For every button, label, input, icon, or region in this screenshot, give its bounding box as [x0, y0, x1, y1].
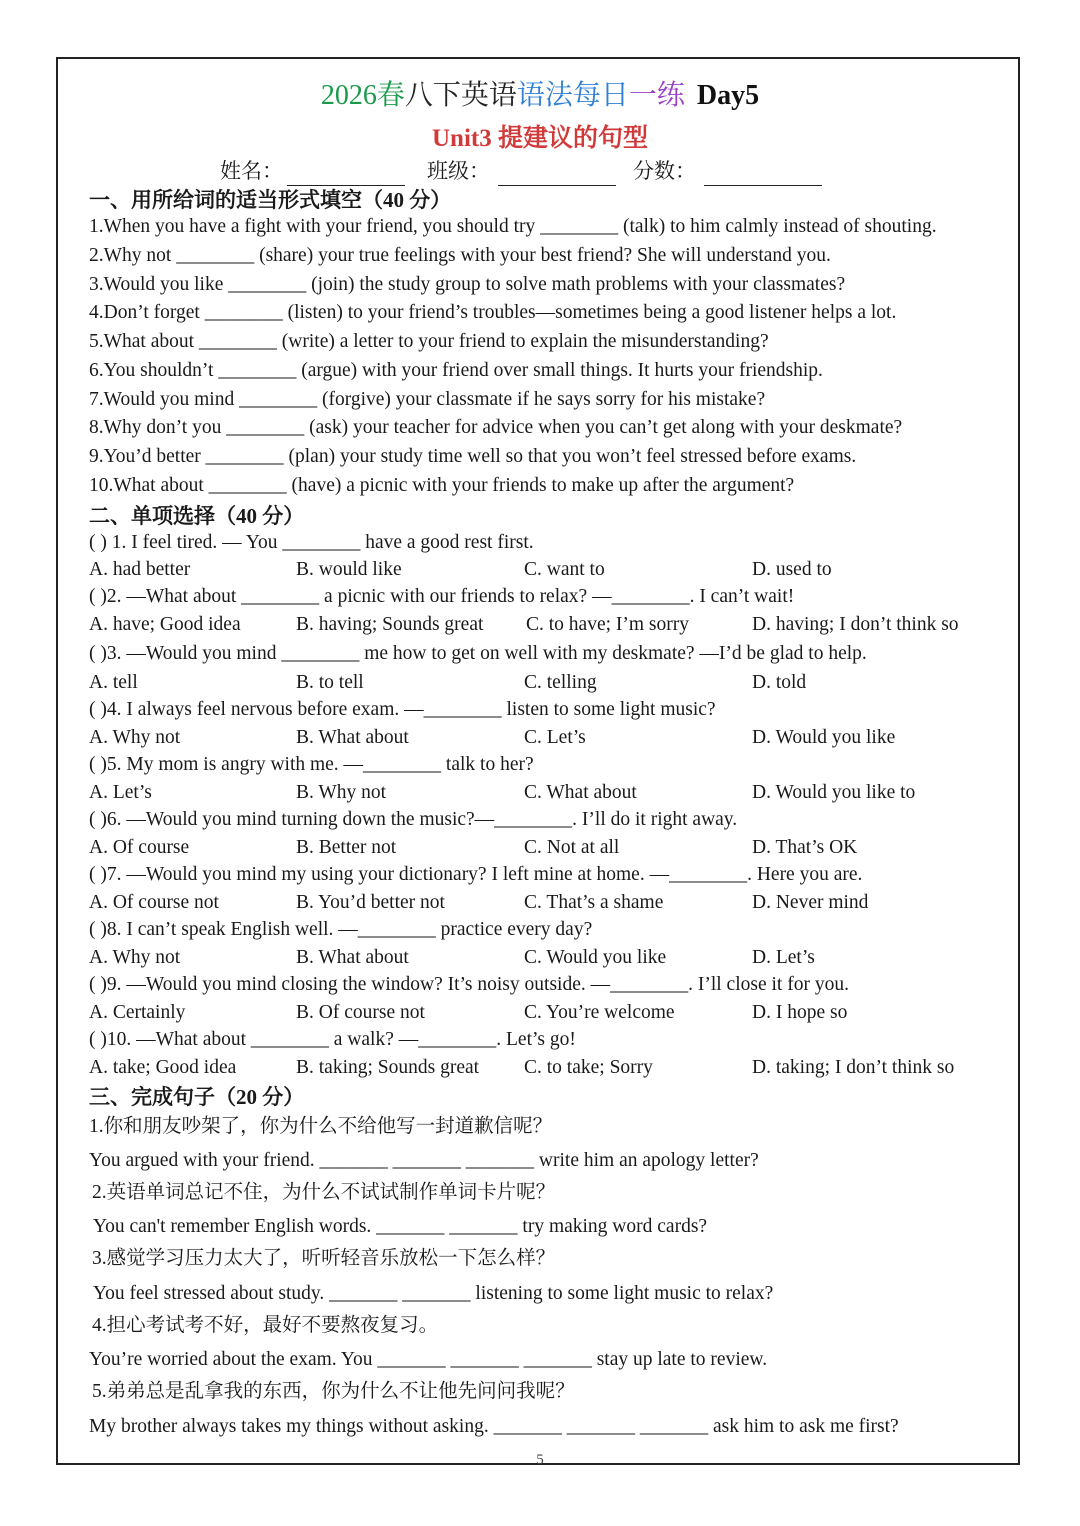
mc-option-3b[interactable]: B. to tell [296, 672, 364, 693]
title-day: Day5 [696, 80, 760, 111]
mc-option-9a[interactable]: A. Certainly [89, 1002, 186, 1023]
mc-option-10b[interactable]: B. taking; Sounds great [296, 1057, 480, 1078]
mc-option-7d[interactable]: D. Never mind [752, 892, 869, 913]
fill-item-7: 7.Would you mind ________ (forgive) your classmate if he says sorry for his mistake? [89, 389, 766, 410]
mc-option-6c[interactable]: C. Not at all [524, 837, 620, 858]
translate-en-2: You can't remember English words. _______ _______ try making word cards? [93, 1216, 708, 1237]
translate-cn-3: 3.感觉学习压力太大了，听听轻音乐放松一下怎么样？ [92, 1248, 556, 1269]
mc-option-2c[interactable]: C. to have; I’m sorry [526, 614, 690, 635]
mc-option-9c[interactable]: C. You’re welcome [524, 1002, 675, 1023]
translate-en-3: You feel stressed about study. _______ _______ listening to some light music to relax? [93, 1283, 774, 1304]
mc-option-7a[interactable]: A. Of course not [89, 892, 219, 913]
translate-cn-1: 1.你和朋友吵架了，你为什么不给他写一封道歉信呢？ [89, 1116, 553, 1137]
mc-question-1: ( ) 1. I feel tired. — You ________ have a good rest first. [89, 532, 534, 553]
mc-option-6a[interactable]: A. Of course [89, 837, 190, 858]
mc-option-1c[interactable]: C. want to [524, 559, 605, 580]
mc-option-7c[interactable]: C. That’s a shame [524, 892, 664, 913]
mc-option-5c[interactable]: C. What about [524, 782, 637, 803]
mc-option-2a[interactable]: A. have; Good idea [89, 614, 241, 635]
fill-item-4: 4.Don’t forget ________ (listen) to your friend’s troubles—sometimes being a good listener helps a lot. [89, 302, 897, 323]
class-field[interactable] [427, 156, 616, 186]
mc-question-2: ( )2. —What about ________ a picnic with our friends to relax? —________. I can’t wait! [89, 586, 795, 607]
mc-option-5d[interactable]: D. Would you like to [752, 782, 916, 803]
mc-option-4a[interactable]: A. Why not [89, 727, 181, 748]
page-number: 5 [536, 1452, 544, 1468]
mc-option-3a[interactable]: A. tell [89, 672, 138, 693]
mc-option-9d[interactable]: D. I hope so [752, 1002, 848, 1023]
fill-item-10: 10.What about ________ (have) a picnic with your friends to make up after the argument? [89, 475, 795, 496]
mc-question-10: ( )10. —What about ________ a walk? —________. Let’s go! [89, 1029, 576, 1050]
translate-en-1: You argued with your friend. _______ _______ _______ write him an apology letter? [89, 1150, 759, 1171]
mc-option-10a[interactable]: A. take; Good idea [89, 1057, 237, 1078]
title-part-year: 2026春 [320, 80, 405, 111]
mc-option-10d[interactable]: D. taking; I don’t think so [752, 1057, 955, 1078]
translate-cn-4: 4.担心考试考不好，最好不要熬夜复习。 [92, 1315, 439, 1336]
translate-en-4: You’re worried about the exam. You _______ _______ _______ stay up late to review. [89, 1349, 768, 1370]
fill-item-2: 2.Why not ________ (share) your true feelings with your best friend? She will understand you. [89, 245, 831, 266]
translate-cn-2: 2.英语单词总记不住，为什么不试试制作单词卡片呢？ [92, 1182, 556, 1203]
mc-option-1a[interactable]: A. had better [89, 559, 191, 580]
translate-en-5: My brother always takes my things without asking. _______ _______ _______ ask him to ask me first? [89, 1416, 899, 1437]
fill-item-6: 6.You shouldn’t ________ (argue) with your friend over small things. It hurts your friendship. [89, 360, 823, 381]
mc-option-4d[interactable]: D. Would you like [752, 727, 896, 748]
mc-option-10c[interactable]: C. to take; Sorry [524, 1057, 653, 1078]
mc-option-2d[interactable]: D. having; I don’t think so [752, 614, 959, 635]
mc-option-7b[interactable]: B. You’d better not [296, 892, 445, 913]
mc-option-8c[interactable]: C. Would you like [524, 947, 667, 968]
mc-option-8d[interactable]: D. Let’s [752, 947, 815, 968]
title-part-grade: 八下英语 [404, 80, 517, 111]
mc-option-5b[interactable]: B. Why not [296, 782, 387, 803]
section2-heading: 二、单项选择（40 分） [89, 504, 305, 528]
name-field[interactable] [220, 156, 405, 186]
mc-option-1d[interactable]: D. used to [752, 559, 832, 580]
mc-option-8a[interactable]: A. Why not [89, 947, 181, 968]
section3-heading: 三、完成句子（20 分） [89, 1085, 305, 1109]
unit-title: Unit3 提建议的句型 [432, 125, 648, 152]
mc-question-8: ( )8. I can’t speak English well. —________ practice every day? [89, 919, 593, 940]
fill-item-3: 3.Would you like ________ (join) the study group to solve math problems with your classmates? [89, 274, 846, 295]
fill-item-9: 9.You’d better ________ (plan) your study time well so that you won’t feel stressed before exams. [89, 446, 857, 467]
mc-option-3c[interactable]: C. telling [524, 672, 597, 693]
mc-question-3: ( )3. —Would you mind ________ me how to get on well with my deskmate? —I’d be glad to help. [89, 643, 867, 664]
name-label: 姓名： [220, 159, 283, 183]
mc-option-4c[interactable]: C. Let’s [524, 727, 586, 748]
score-label: 分数： [633, 159, 696, 183]
mc-question-6: ( )6. —Would you mind turning down the music?—________. I’ll do it right away. [89, 809, 738, 830]
title-part-practice: 一练 [628, 80, 685, 111]
mc-option-6d[interactable]: D. That’s OK [752, 837, 858, 858]
mc-option-2b[interactable]: B. having; Sounds great [296, 614, 484, 635]
fill-item-8: 8.Why don’t you ________ (ask) your teacher for advice when you can’t get along with your deskmate? [89, 417, 903, 438]
mc-option-9b[interactable]: B. Of course not [296, 1002, 425, 1023]
mc-option-1b[interactable]: B. would like [296, 559, 402, 580]
section1-heading: 一、用所给词的适当形式填空（40 分） [89, 188, 452, 212]
class-label: 班级： [427, 159, 490, 183]
mc-option-5a[interactable]: A. Let’s [89, 782, 152, 803]
mc-question-4: ( )4. I always feel nervous before exam. —________ listen to some light music? [89, 699, 716, 720]
fill-item-5: 5.What about ________ (write) a letter to your friend to explain the misunderstanding? [89, 331, 769, 352]
title-part-grammar: 语法每日 [516, 80, 629, 111]
translate-cn-5: 5.弟弟总是乱拿我的东西，你为什么不让他先问问我呢？ [92, 1381, 575, 1402]
mc-option-8b[interactable]: B. What about [296, 947, 409, 968]
mc-option-3d[interactable]: D. told [752, 672, 807, 693]
mc-question-7: ( )7. —Would you mind my using your dictionary? I left mine at home. —________. Here you are. [89, 864, 863, 885]
mc-question-9: ( )9. —Would you mind closing the window? It’s noisy outside. —________. I’ll close it for you. [89, 974, 849, 995]
mc-option-6b[interactable]: B. Better not [296, 837, 397, 858]
score-field[interactable] [633, 156, 822, 186]
mc-option-4b[interactable]: B. What about [296, 727, 409, 748]
worksheet-title [0, 76, 1080, 116]
mc-question-5: ( )5. My mom is angry with me. —________ talk to her? [89, 754, 534, 775]
fill-item-1: 1.When you have a fight with your friend, you should try ________ (talk) to him calmly instead of shouting. [89, 216, 937, 237]
